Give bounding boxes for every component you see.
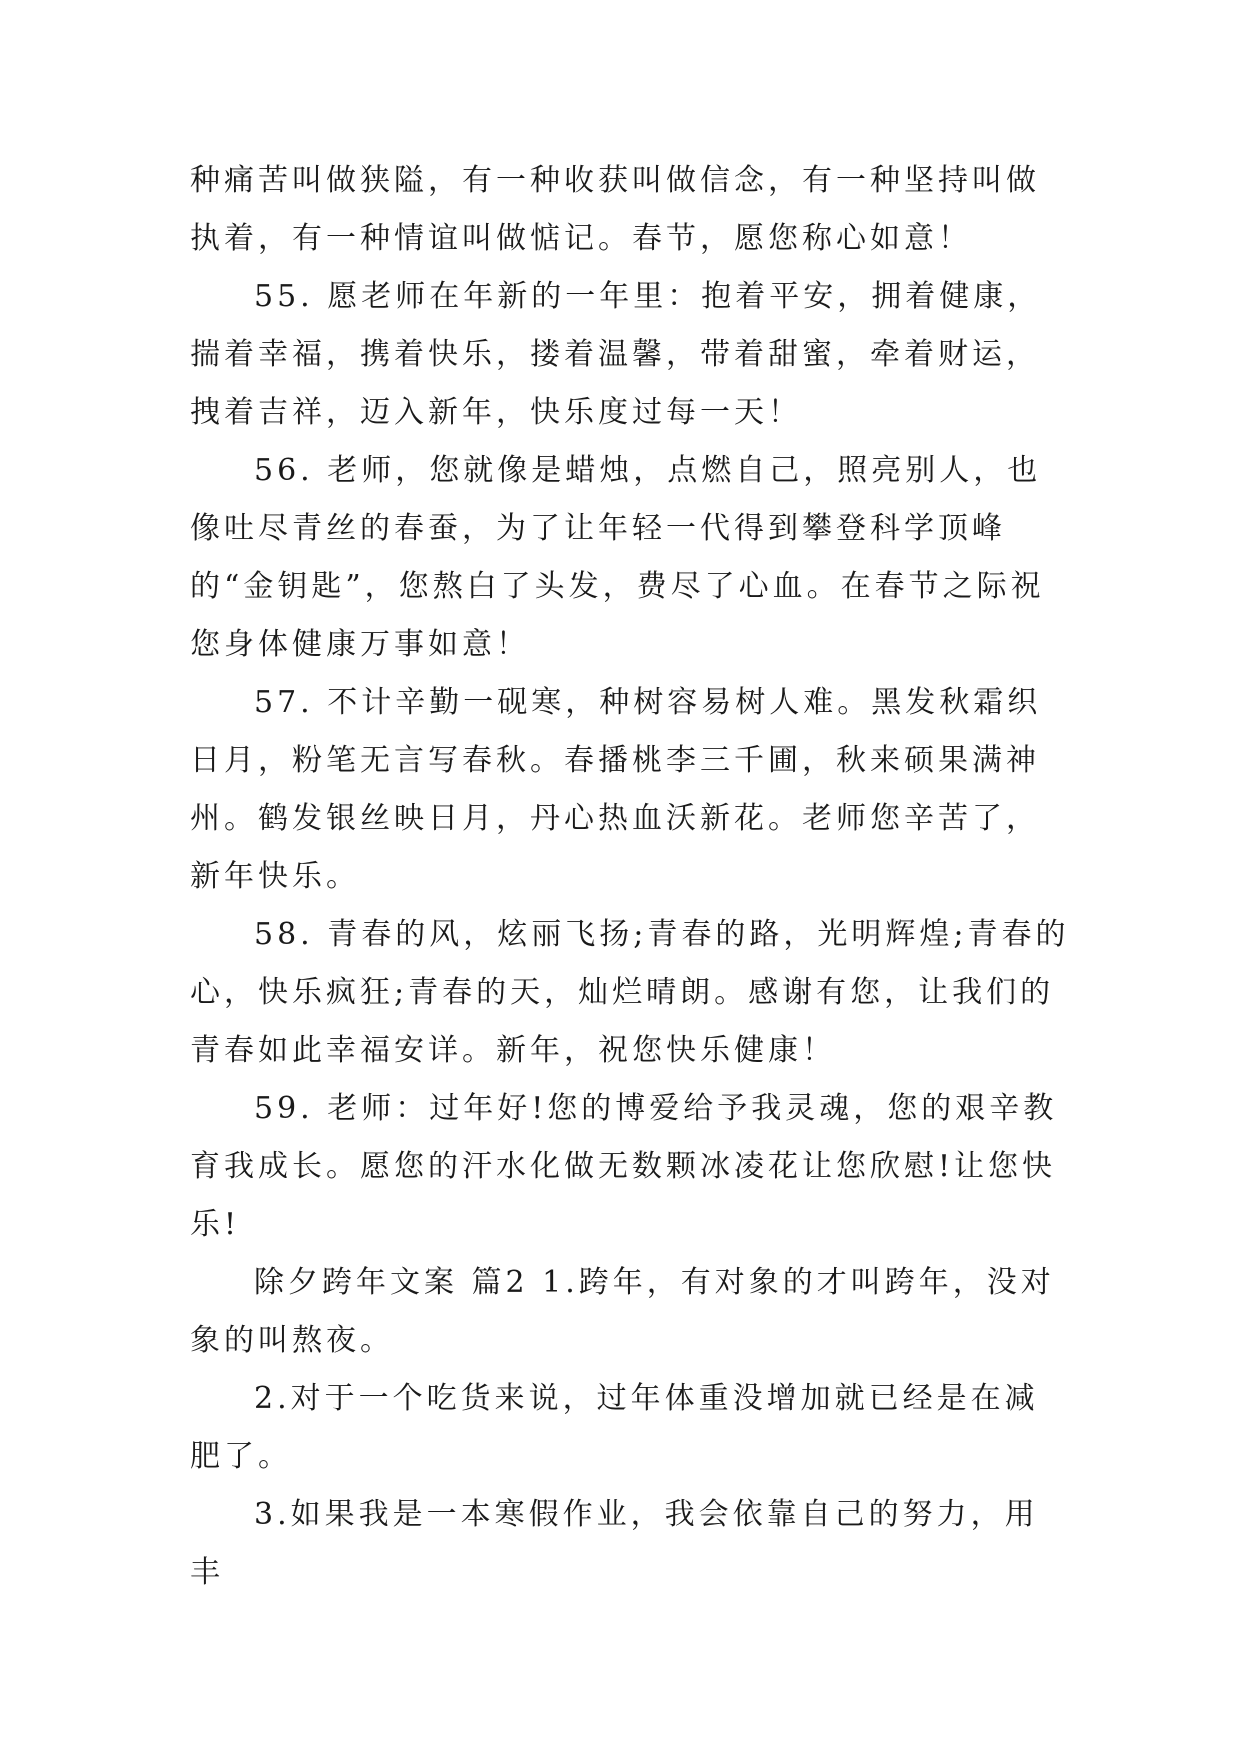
paragraph-section-2-item-3: 3.如果我是一本寒假作业，我会依靠自己的努力，用丰 xyxy=(190,1497,1039,1590)
paragraph-57: 57. 不计辛勤一砚寒，种树容易树人难。黑发秋霜织日月，粉笔无言写春秋。春播桃李三千圃，秋来硕果满神州。鹤发银丝映日月，丹心热血沃新花。老师您辛苦了，新年快乐。 xyxy=(190,685,1042,894)
paragraph-intro: 种痛苦叫做狭隘，有一种收获叫做信念，有一种坚持叫做执着，有一种情谊叫做惦记。春节，愿您称心如意！ xyxy=(190,163,1040,256)
paragraph-59: 59. 老师：过年好!您的博爱给予我灵魂，您的艰辛教育我成长。愿您的汗水化做无数颗冰凌花让您欣慰!让您快乐! xyxy=(190,1091,1058,1242)
paragraph-section-2-item-2: 2.对于一个吃货来说，过年体重没增加就已经是在减肥了。 xyxy=(190,1381,1039,1474)
paragraph-55: 55. 愿老师在年新的一年里：抱着平安，拥着健康，揣着幸福，携着快乐，搂着温馨，带着甜蜜，牵着财运，拽着吉祥，迈入新年，快乐度过每一天！ xyxy=(190,279,1042,430)
document-page xyxy=(190,152,1070,1602)
paragraph-section-2-item-1: 除夕跨年文案 篇2 1.跨年，有对象的才叫跨年，没对象的叫熬夜。 xyxy=(190,1265,1055,1358)
paragraph-58: 58. 青春的风，炫丽飞扬;青春的路，光明辉煌;青春的心，快乐疯狂;青春的天，灿烂晴朗。感谢有您，让我们的青春如此幸福安详。新年，祝您快乐健康！ xyxy=(190,917,1070,1068)
paragraph-56: 56. 老师，您就像是蜡烛，点燃自己，照亮别人，也像吐尽青丝的春蚕，为了让年轻一代得到攀登科学顶峰的“金钥匙”，您熬白了头发，费尽了心血。在春节之际祝您身体健康万事如意！ xyxy=(190,453,1045,662)
